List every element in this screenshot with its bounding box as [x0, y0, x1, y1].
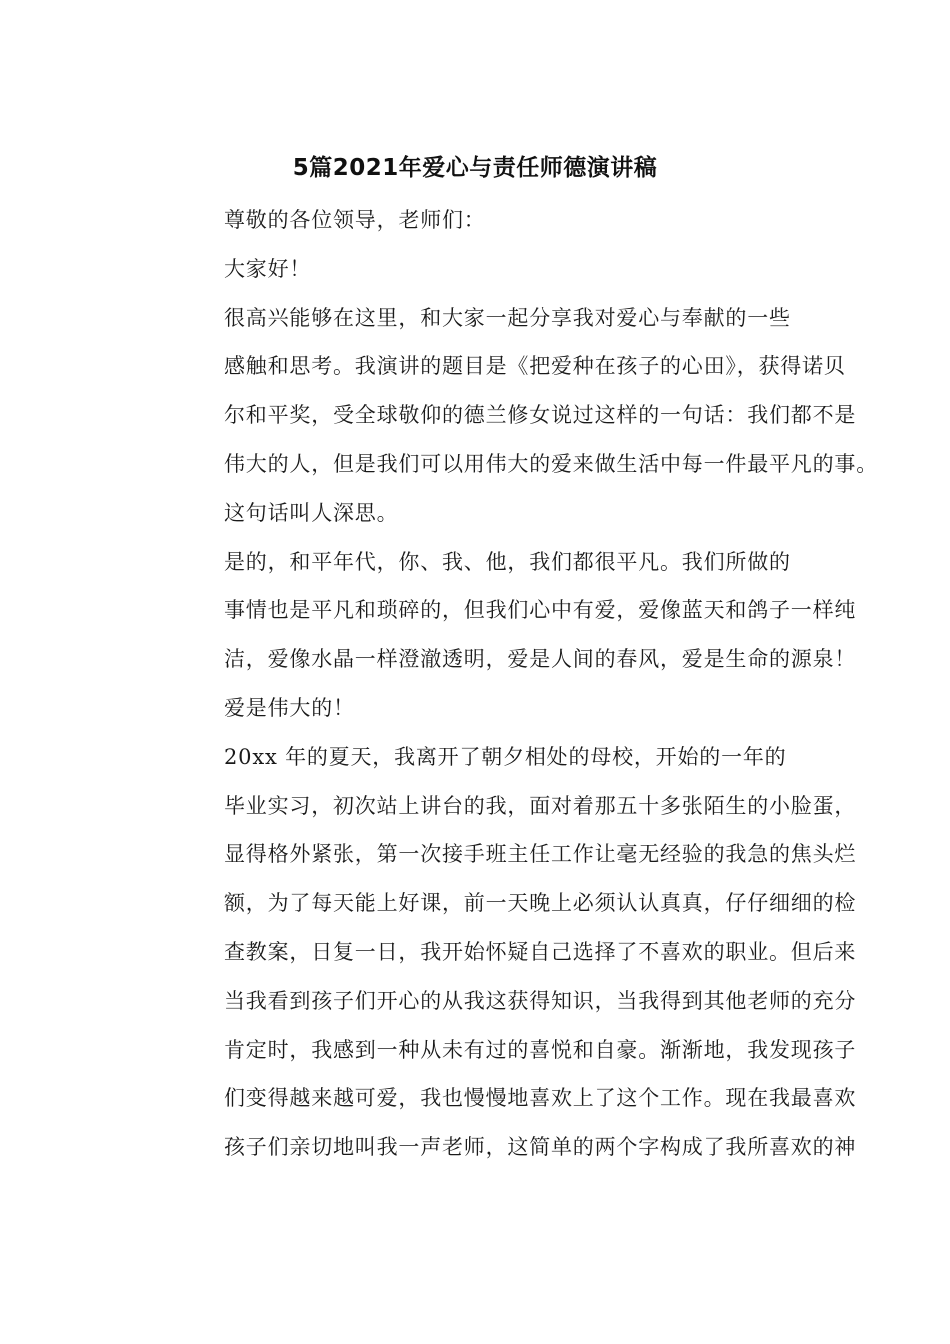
text-line: 查教案，日复一日，我开始怀疑自己选择了不喜欢的职业。但后来 [224, 939, 857, 964]
text-line: 尊敬的各位领导，老师们： [224, 208, 486, 232]
text-line: 洁，爱像水晶一样澄澈透明，爱是人间的春风，爱是生命的源泉！ [224, 647, 857, 672]
text-line: 伟大的人，但是我们可以用伟大的爱来做生活中每一件最平凡的事。 [224, 451, 878, 476]
paragraph-salutation [146, 196, 806, 245]
text-line: 这句话叫人深思。 [224, 500, 399, 525]
paragraph-greeting [146, 245, 806, 294]
paragraph-love [146, 538, 857, 733]
text-line: 20xx 年的夏天，我离开了朝夕相处的母校，开始的一年的 [224, 744, 787, 769]
text-line: 事情也是平凡和琐碎的，但我们心中有爱，爱像蓝天和鸽子一样纯 [224, 598, 857, 623]
document-body [146, 196, 878, 1172]
text-line: 尔和平奖，受全球敬仰的德兰修女说过这样的一句话：我们都不是 [224, 403, 857, 428]
document-title: 5篇2021年爱心与责任师德演讲稿 [292, 155, 658, 181]
text-line: 大家好！ [224, 256, 312, 281]
text-line: 肯定时，我感到一种从未有过的喜悦和自豪。渐渐地，我发现孩子 [224, 1037, 857, 1062]
paragraph-story [146, 733, 857, 1172]
text-line: 显得格外紧张，第一次接手班主任工作让毫无经验的我急的焦头烂 [224, 842, 857, 867]
text-line: 感触和思考。我演讲的题目是《把爱种在孩子的心田》，获得诺贝 [224, 354, 846, 379]
text-line: 额，为了每天能上好课，前一天晚上必须认认真真，仔仔细细的检 [224, 891, 857, 916]
text-line: 毕业实习，初次站上讲台的我，面对着那五十多张陌生的小脸蛋， [224, 793, 857, 818]
paragraph-intro [146, 294, 878, 538]
text-line: 爱是伟大的！ [224, 695, 355, 720]
text-line: 孩子们亲切地叫我一声老师，这简单的两个字构成了我所喜欢的神 [224, 1135, 857, 1160]
text-line: 是的，和平年代，你、我、他，我们都很平凡。我们所做的 [224, 549, 791, 574]
text-line: 很高兴能够在这里，和大家一起分享我对爱心与奉献的一些 [224, 305, 791, 330]
text-line: 们变得越来越可爱，我也慢慢地喜欢上了这个工作。现在我最喜欢 [224, 1086, 857, 1111]
text-line: 当我看到孩子们开心的从我这获得知识，当我得到其他老师的充分 [224, 988, 857, 1013]
